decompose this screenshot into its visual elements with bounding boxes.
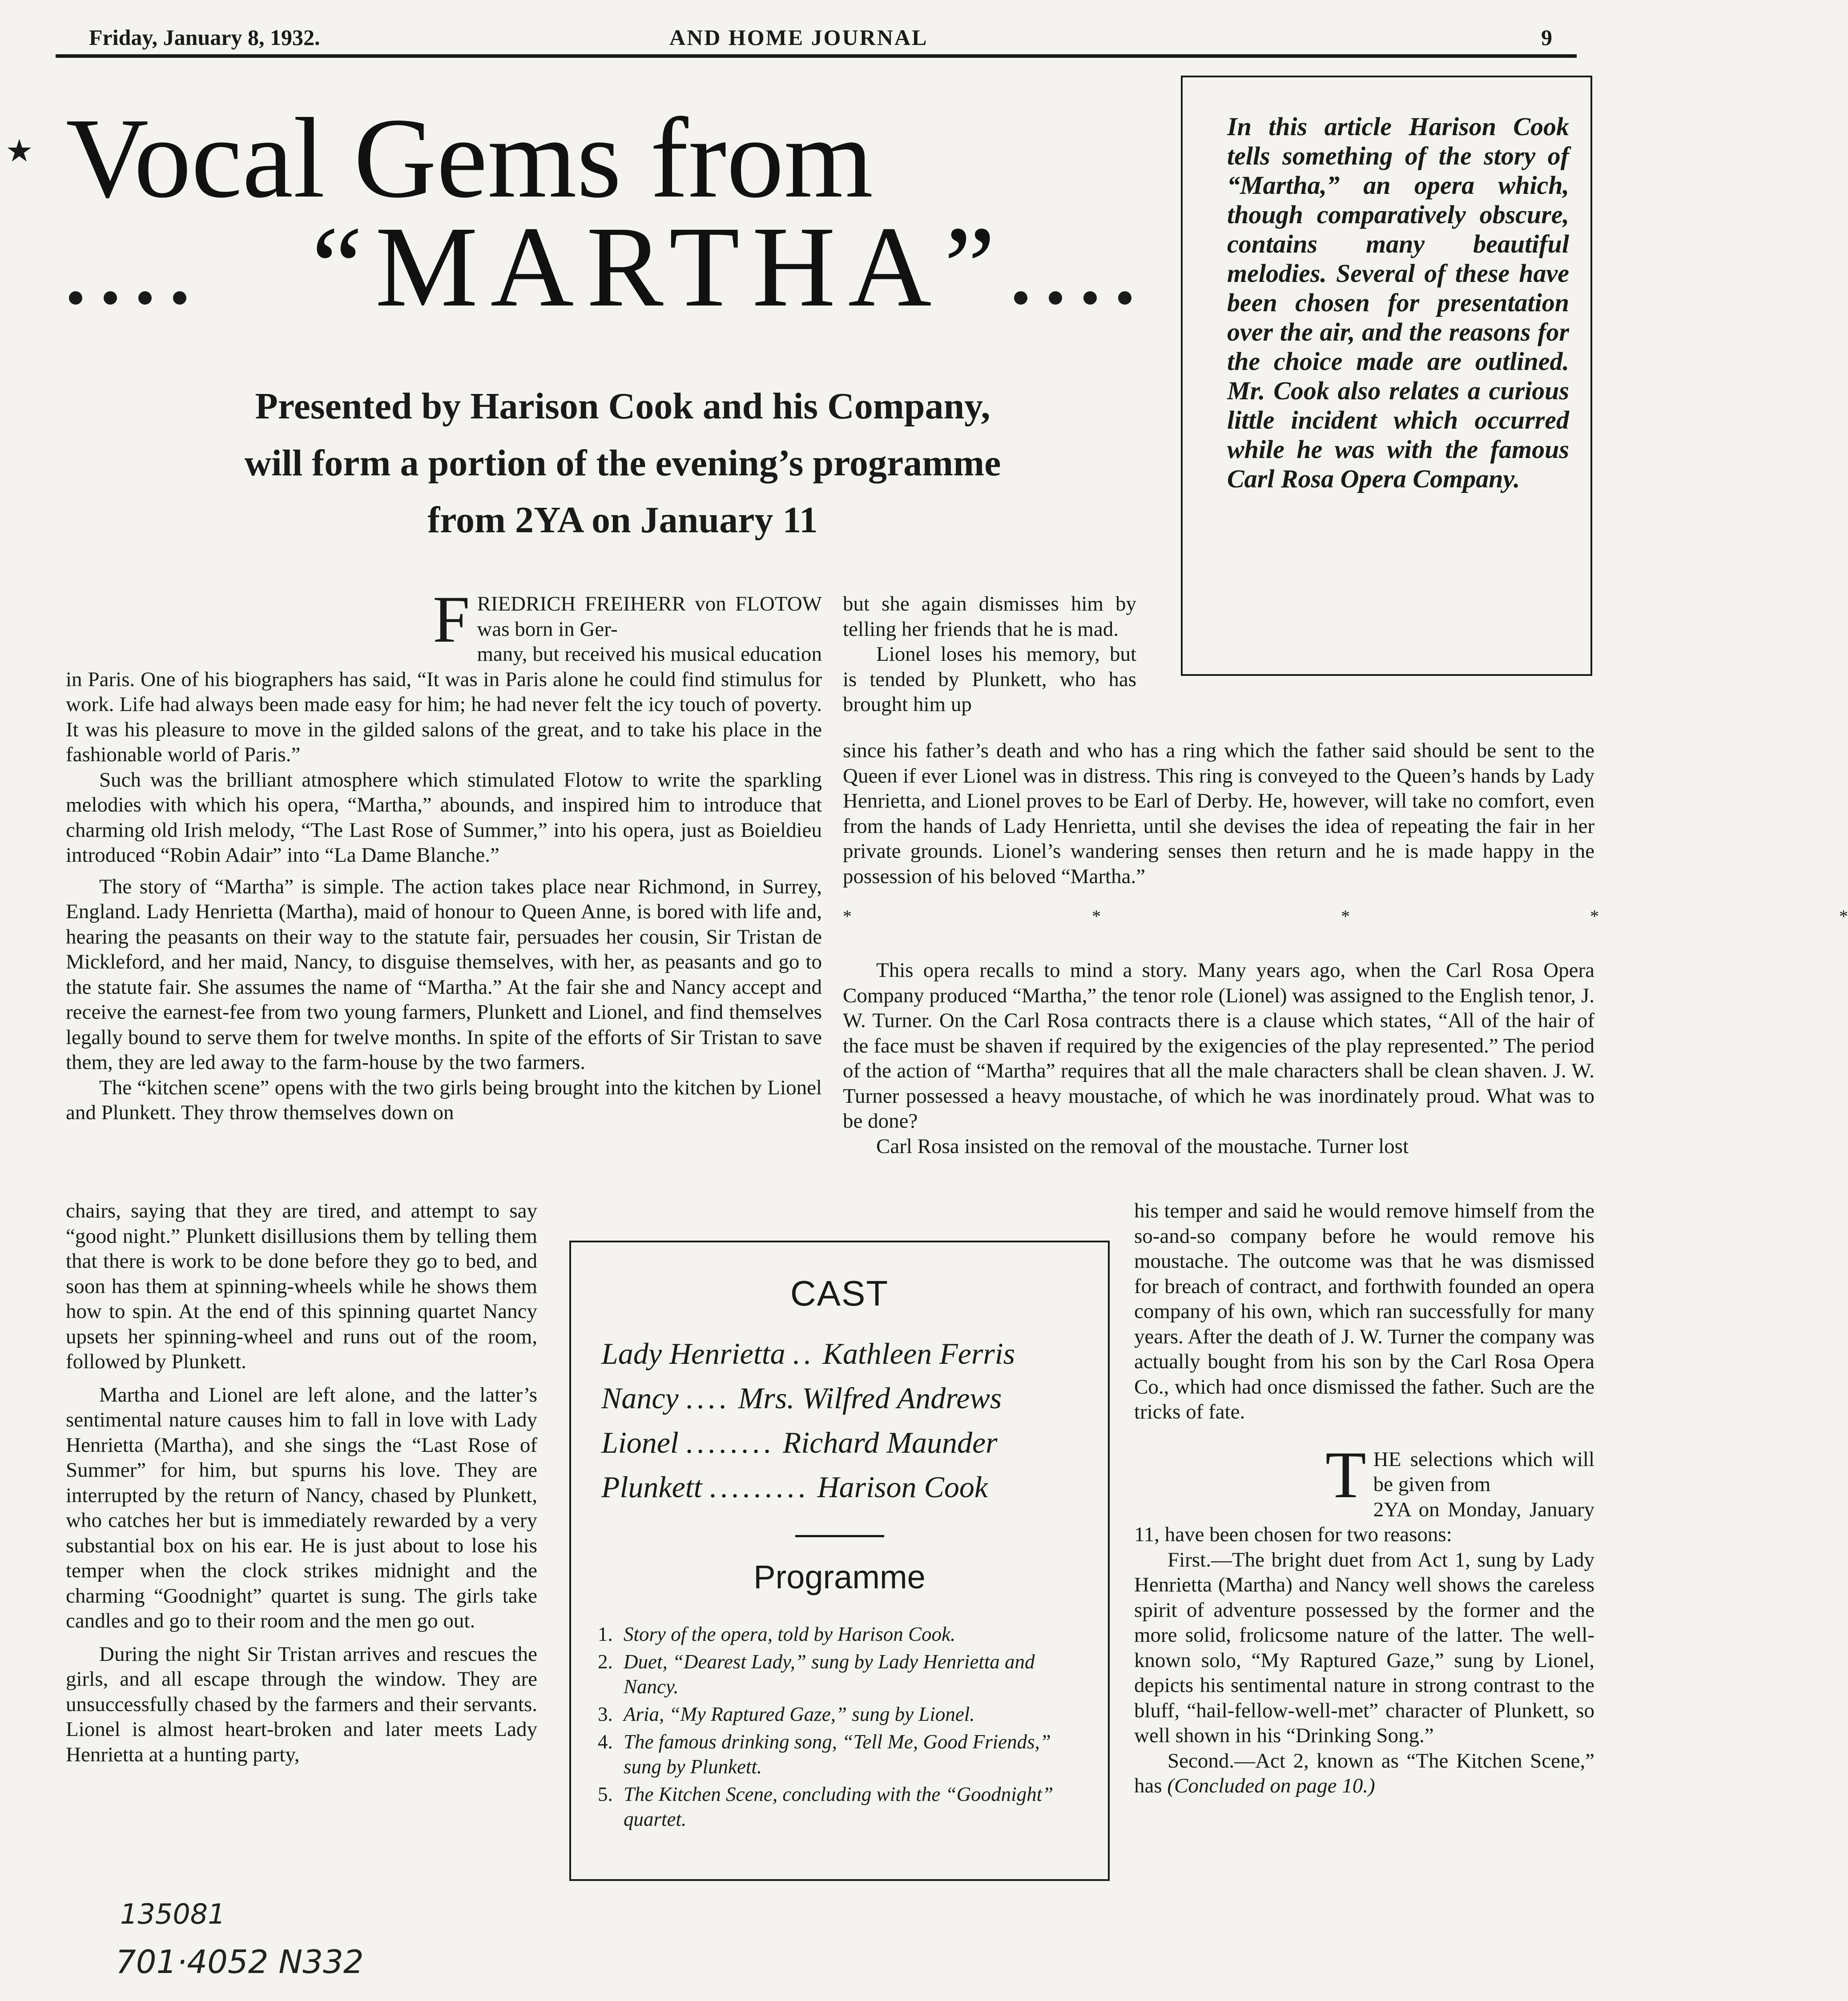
programme-item-text: The famous drinking song, “Tell Me, Good Friends,” sung by Plunkett.: [624, 1731, 1051, 1778]
programme-item-text: Aria, “My Raptured Gaze,” sung by Lionel.: [624, 1703, 975, 1725]
cast-dots: ........: [686, 1426, 775, 1459]
subtitle-line-2: will form a portion of the evening’s programme: [244, 442, 1001, 484]
column-2-paragraph-4a: Carl Rosa insisted on the removal of the moustache. Turner lost: [876, 1134, 1409, 1158]
header-rule: [56, 54, 1577, 58]
programme-item-text: The Kitchen Scene, concluding with the “Goodnight” quartet.: [624, 1783, 1054, 1830]
drop-cap-f: F: [433, 583, 470, 656]
programme-item-number: 5.: [598, 1783, 613, 1805]
paragraph-4a: The “kitchen scene” opens with the two girls being brought into the kitchen by Lionel and Plunkett. They throw themselves down on: [66, 1076, 822, 1124]
cast-actor: Richard Maunder: [782, 1426, 998, 1459]
paragraph-5: Martha and Lionel are left alone, and the latter’s sentimental nature causes him to fall in love with Lady Henrietta (Martha), and she sings the “Last Rose of Summer” for him, but spurns his love. They are interrupted by the return of Nancy, chased by Plunkett, who catches her but is immediately rewarded by a very substantial box on his ear. He is just about to lose his temper when the clock strikes midnight and the charming “Goodnight” quartet is sung. The girls take candles and go to their room and the men go out.: [66, 1383, 537, 1632]
paragraph-1-lead: RIEDRICH FREIHERR von FLOTOW was born in Ger-: [477, 592, 822, 641]
column-3-paragraph-2: First.—The bright duet from Act 1, sung by Lady Henrietta (Martha) and Nancy well shows the careless spirit of adventure possessed by the former and the more solid, frolicsome nature of the latter. The well-known solo, “My Raptured Gaze,” sung by Lionel, depicts his sentimental nature in strong contrast to the bluff, “hail-fellow-well-met” character of Plunkett, so well shown in his “Drinking Song.”: [1134, 1548, 1594, 1747]
handwritten-number-2: 701·4052 N332: [116, 1943, 364, 1981]
column-2-top: [843, 591, 1136, 717]
drop-cap-t: T: [1325, 1438, 1366, 1512]
section-separator: * * * * *: [843, 906, 1848, 926]
column-1-bottom: [66, 1198, 537, 1767]
programme-item-text: Duet, “Dearest Lady,” sung by Lady Henrietta and Nancy.: [624, 1651, 1035, 1698]
title-dots-left: [69, 291, 208, 307]
handwritten-number-1: 135081: [120, 1898, 225, 1930]
page-number: 9: [1541, 25, 1552, 50]
programme-item: [598, 1702, 1081, 1727]
cast-row: [601, 1420, 1090, 1465]
programme-heading: Programme: [753, 1559, 926, 1595]
cast-role: Lionel: [601, 1426, 679, 1459]
paragraph-6: During the night Sir Tristan arrives and rescues the girls, and all escape through the window. They are unsuccessfully chased by the farmers and their servants. Lionel is almost heart-broken and later meets Lady Henrietta at a hunting party,: [66, 1642, 537, 1766]
column-2-wide: [843, 738, 1848, 1159]
column-2-paragraph-1: but she again dismisses him by telling her friends that he is mad.: [843, 592, 1136, 641]
cast-heading: CAST: [790, 1274, 889, 1313]
programme-item: [598, 1649, 1081, 1699]
article-subtitle: [111, 378, 1134, 549]
cast-box: [569, 1241, 1110, 1881]
programme-item: [598, 1782, 1081, 1832]
programme-list: [598, 1622, 1081, 1832]
cast-role: Plunkett: [601, 1470, 702, 1504]
column-3-paragraph-3-text: Second.—Act 2, known as “The Kitchen Scene,” has: [1134, 1749, 1594, 1797]
programme-item: [598, 1729, 1081, 1779]
column-3-lead: HE selections which will be given from: [1373, 1447, 1594, 1496]
subtitle-line-1: Presented by Harison Cook and his Company,: [255, 386, 990, 427]
cast-dots: .........: [709, 1470, 810, 1504]
column-3-paragraph-3: [1134, 1748, 1594, 1799]
intro-box: [1181, 76, 1592, 676]
cast-actor: Harison Cook: [817, 1470, 988, 1504]
column-1-top: [66, 583, 822, 1125]
cast-role: Nancy: [601, 1381, 679, 1415]
subtitle-line-3: from 2YA on January 11: [427, 499, 818, 541]
margin-star-icon: ★: [5, 134, 33, 169]
article-title-line1: Vocal Gems from: [66, 94, 874, 221]
programme-item-number: 1.: [598, 1623, 613, 1645]
programme-item-text: Story of the opera, told by Harison Cook.: [624, 1623, 956, 1645]
cast-row: [601, 1331, 1090, 1376]
column-3-paragraph-turner: his temper and said he would remove himself from the so-and-so company before he would remove his moustache. The outcome was that he was dismissed for breach of contract, and forthwith founded an opera company of his own, which ran successfully for many years. After the death of J. W. Turner the company was actually bought from his son by the Carl Rosa Opera Co., which had once dismissed the father. Such are the tricks of fate.: [1134, 1199, 1594, 1423]
column-2-paragraph-3: This opera recalls to mind a story. Many years ago, when the Carl Rosa Opera Company produced “Martha,” the tenor role (Lionel) was assigned to the English tenor, J. W. Turner. On the Carl Rosa contracts there is a clause which states, “All of the hair of the face must be shaven if required by the exigencies of the play represented.” The period of the action of “Martha” requires that all the male characters shall be clean shaven. J. W. Turner possessed a heavy moustache, of which he was inordinately proud. What was to be done?: [843, 959, 1594, 1133]
column-2-paragraph-2a: Lionel loses his memory, but is tended by Plunkett, who has brought him up: [843, 643, 1136, 716]
column-2-paragraph-2b: since his father’s death and who has a ring which the father said should be sent to the Queen if ever Lionel was in distress. This ring is conveyed to the Queen’s hands by Lady Henrietta, and Lionel proves to be Earl of Derby. He, however, will take no comfort, even from the hands of Lady Henrietta, until she devises the idea of repeating the fair in her private grounds. Lionel’s wandering senses then return and he is made happy in the possession of his beloved “Martha.”: [843, 739, 1594, 888]
cast-dots: ....: [686, 1381, 731, 1415]
title-dots-right: [1014, 291, 1153, 307]
programme-item-number: 4.: [598, 1731, 613, 1753]
programme-item: [598, 1622, 1081, 1647]
programme-item-number: 3.: [598, 1703, 613, 1725]
cast-row: [601, 1465, 1090, 1509]
cast-row: [601, 1376, 1090, 1420]
column-3: [1134, 1198, 1594, 1799]
column-3-paragraph-1: 2YA on Monday, January 11, have been chosen for two reasons:: [1134, 1498, 1594, 1546]
journal-name: AND HOME JOURNAL: [669, 25, 928, 50]
continuation-note: (Concluded on page 10.): [1167, 1774, 1375, 1797]
paragraph-2: Such was the brilliant atmosphere which stimulated Flotow to write the sparkling melodies with which his opera, “Martha,” abounds, and inspired him to introduce that charming old Irish melody, “The Last Rose of Summer,” into his opera, just as Boieldieu introduced “Robin Adair” into “La Dame Blanche.”: [66, 768, 822, 867]
cast-actor: Mrs. Wilfred Andrews: [738, 1381, 1002, 1415]
paragraph-4b: chairs, saying that they are tired, and attempt to say “good night.” Plunkett disillusions them by telling them that there is work to be done before they go to bed, and soon has them at spinning-wheels while he shows them how to spin. At the end of this spinning quartet Nancy upsets her spinning-wheel and runs out of the room, followed by Plunkett.: [66, 1199, 537, 1373]
programme-item-number: 2.: [598, 1651, 613, 1673]
paragraph-3: The story of “Martha” is simple. The action takes place near Richmond, in Surrey, England. Lady Henrietta (Martha), maid of honour to Queen Anne, is bored with life and, hearing the peasants on their way to the statute fair, persuades her cousin, Sir Tristan de Mickleford, and her maid, Nancy, to disguise themselves, with her, as peasants and go to the statute fair. She assumes the name of “Martha.” At the fair she and Nancy accept and receive the earnest-fee from two young farmers, Plunkett and Lionel, and find themselves legally bound to serve them for twelve months. In spite of the efforts of Sir Tristan to save them, they are led away to the farm-house by the two farmers.: [66, 875, 822, 1074]
cast-role: Lady Henrietta: [601, 1337, 785, 1370]
intro-text: In this article Harison Cook tells something of the story of “Martha,” an opera which, though comparatively obscure, contains many beautiful melodies. Several of these have been chosen for presentation over the air, and the reasons for the choice made are outlined. Mr. Cook also relates a curious little incident which occurred while he was with the famous Carl Rosa Opera Company.: [1227, 112, 1569, 493]
issue-date: Friday, January 8, 1932.: [89, 25, 320, 50]
cast-divider: [795, 1535, 884, 1537]
cast-dots: ..: [793, 1337, 815, 1370]
article-title-line2: “MARTHA”: [311, 203, 1008, 331]
paragraph-1: many, but received his musical education in Paris. One of his biographers has said, “It was in Paris alone he could find stimulus for work. Life had always been made easy for him; he had never felt the icy touch of poverty. It was his pleasure to move in the gilded salons of the great, and to take his place in the fashionable world of Paris.”: [66, 643, 822, 766]
cast-actor: Kathleen Ferris: [822, 1337, 1015, 1370]
cast-list: [601, 1331, 1090, 1509]
